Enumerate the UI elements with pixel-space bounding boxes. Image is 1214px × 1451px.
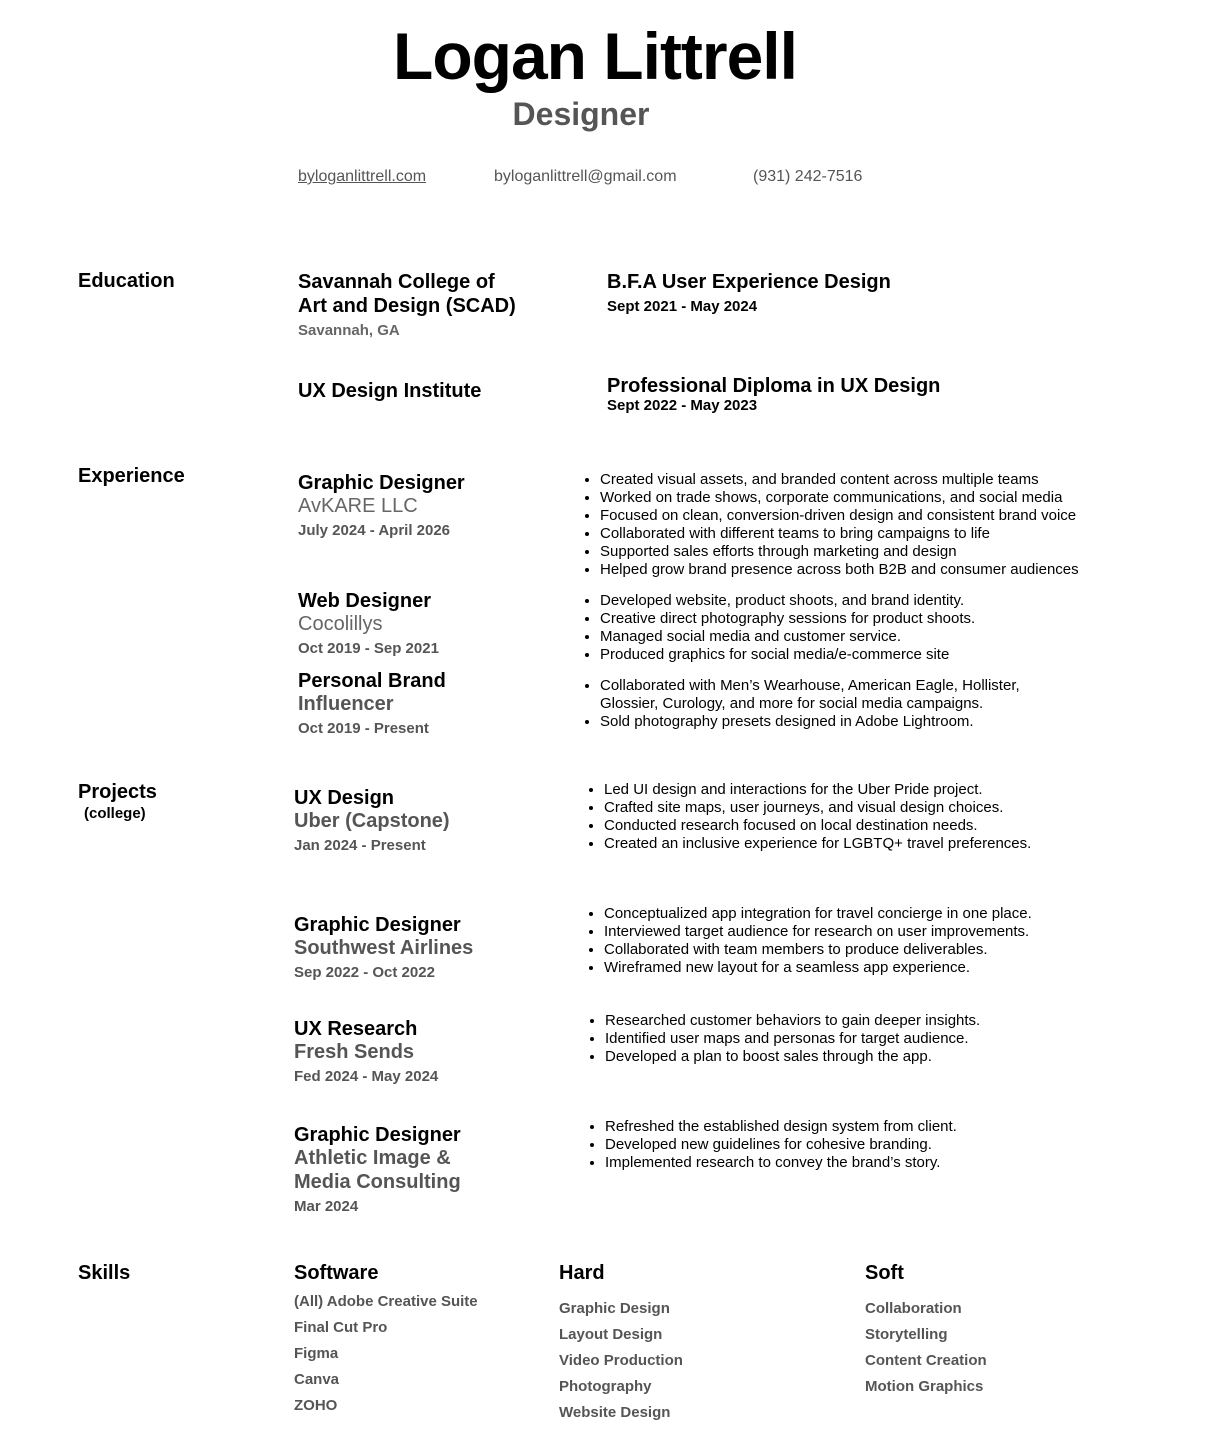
section-subheading: (college) [84,805,146,822]
project-dates: Jan 2024 - Present [294,837,426,854]
school-location: Savannah, GA [298,322,400,339]
bullet-item: • Created an inclusive experience for LGBTQ+ travel preferences. [604,835,1031,853]
job-company: AvKARE LLC [298,495,418,517]
job-title: Personal Brand [298,670,446,692]
bullet-item: • Developed a plan to boost sales through the app. [605,1048,980,1066]
bullet-item: • Produced graphics for social media/e-commerce site [600,646,975,664]
bullet-item: • Supported sales efforts through marketing and design [600,543,1079,561]
job-company: Cocolillys [298,613,383,635]
bullet-item: • Conceptualized app integration for travel concierge in one place. [604,905,1032,923]
bullet-item: • Creative direct photography sessions for product shoots. [600,610,975,628]
bullet-item: • Developed new guidelines for cohesive branding. [605,1136,957,1154]
section-heading-projects: Projects [78,781,157,803]
bullet-item: • Identified user maps and personas for target audience. [605,1030,980,1048]
bullet-item: • Wireframed new layout for a seamless app experience. [604,959,1032,977]
bullet-item: • Helped grow brand presence across both B2B and consumer audiences [600,561,1079,579]
bullet-item: • Focused on clean, conversion-driven design and consistent brand voice [600,507,1079,525]
project-client: Athletic Image & [294,1147,451,1169]
website-link[interactable]: byloganlittrell.com [298,168,427,185]
bullet-item: • Created visual assets, and branded content across multiple teams [600,471,1079,489]
bullet-item: • Sold photography presets designed in Adobe Lightroom. [600,713,1020,731]
project-title: UX Design [294,787,395,809]
project-client: Uber (Capstone) [294,810,450,832]
skill-item: Collaboration [865,1300,962,1317]
skill-item: Final Cut Pro [294,1319,388,1336]
project-dates: Fed 2024 - May 2024 [294,1068,439,1085]
school-name-line2: Art and Design (SCAD) [298,295,516,317]
school-name: Savannah College of [298,271,495,293]
section-heading-skills: Skills [78,1262,131,1284]
skills-software-heading: Software [294,1262,379,1284]
bullet-item: • Developed website, product shoots, and brand identity. [600,592,975,610]
skill-item: Figma [294,1345,339,1362]
bullet-item: • Collaborated with different teams to bring campaigns to life [600,525,1079,543]
skill-item: Content Creation [865,1352,987,1369]
job-bullets [584,677,1020,731]
job-title: Graphic Designer [298,472,465,494]
job-bullets [584,592,975,664]
job-dates: Oct 2019 - Present [298,720,429,737]
job-dates: Oct 2019 - Sep 2021 [298,640,439,657]
skill-item: Canva [294,1371,340,1388]
bullet-item: • Implemented research to convey the brand’s story. [605,1154,957,1172]
bullet-item: • Worked on trade shows, corporate communications, and social media [600,489,1079,507]
project-title: UX Research [294,1018,418,1040]
job-bullets [584,471,1079,579]
degree-name: B.F.A User Experience Design [607,271,891,293]
skill-item: Website Design [559,1404,671,1421]
skill-item: Video Production [559,1352,683,1369]
skills-soft-list [865,1300,987,1404]
email-address: byloganlittrell@gmail.com [494,168,677,185]
bullet-item: • Conducted research focused on local destination needs. [604,817,1031,835]
project-bullets [588,781,1031,853]
job-company: Influencer [298,693,394,715]
skill-item: (All) Adobe Creative Suite [294,1293,478,1310]
resume-title: Designer [512,96,650,132]
bullet-item: • Researched customer behaviors to gain deeper insights. [605,1012,980,1030]
project-client: Fresh Sends [294,1041,415,1063]
project-bullets [589,1118,957,1172]
bullet-item: • Managed social media and customer service. [600,628,975,646]
bullet-item: • Refreshed the established design system from client. [605,1118,957,1136]
bullet-item: • Crafted site maps, user journeys, and visual design choices. [604,799,1031,817]
skills-software-list [294,1293,478,1423]
bullet-item: • Led UI design and interactions for the Uber Pride project. [604,781,1031,799]
project-client-line2: Media Consulting [294,1171,461,1193]
degree-dates: Sept 2021 - May 2024 [607,298,758,315]
skill-item: Graphic Design [559,1300,670,1317]
project-client: Southwest Airlines [294,937,474,959]
bullet-item: • Collaborated with team members to produce deliverables. [604,941,1032,959]
project-dates: Mar 2024 [294,1198,359,1215]
job-dates: July 2024 - April 2026 [298,522,451,539]
bullet-item-continued: Glossier, Curology, and more for social media campaigns. [600,695,984,712]
bullet-item: • Interviewed target audience for research on user improvements. [604,923,1032,941]
degree-dates: Sept 2022 - May 2023 [607,397,758,414]
job-title: Web Designer [298,590,431,612]
skills-hard-list [559,1300,683,1430]
school-name: UX Design Institute [298,380,482,402]
project-dates: Sep 2022 - Oct 2022 [294,964,435,981]
section-heading-experience: Experience [78,465,185,487]
project-bullets [589,1012,980,1066]
project-bullets [588,905,1032,977]
project-title: Graphic Designer [294,1124,461,1146]
skill-item: Storytelling [865,1326,948,1343]
degree-name: Professional Diploma in UX Design [607,375,941,397]
skill-item: ZOHO [294,1397,338,1414]
skills-soft-heading: Soft [865,1262,904,1284]
skill-item: Layout Design [559,1326,663,1343]
skills-hard-heading: Hard [559,1262,605,1284]
phone-number: (931) 242-7516 [753,168,863,185]
project-title: Graphic Designer [294,914,461,936]
resume-name: Logan Littrell [393,19,797,93]
skill-item: Motion Graphics [865,1378,984,1395]
section-heading-education: Education [78,270,175,292]
skill-item: Photography [559,1378,652,1395]
bullet-item: • Collaborated with Men’s Wearhouse, American Eagle, Hollister, [600,677,1020,695]
